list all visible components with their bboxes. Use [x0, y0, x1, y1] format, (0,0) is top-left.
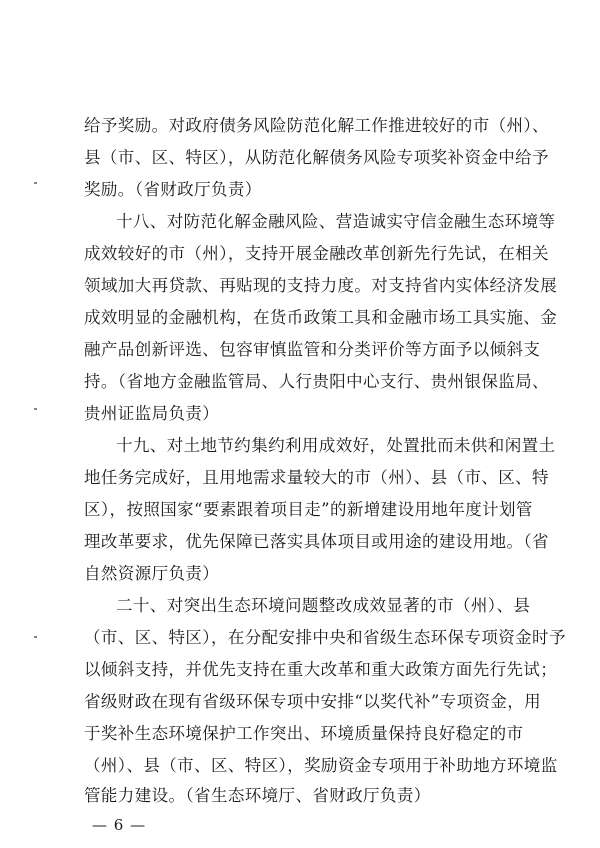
paragraph-line: 领域加大再贷款、再贴现的支持力度。对支持省内实体经济发展 [84, 276, 558, 295]
scan-mark [34, 182, 37, 184]
scan-mark [34, 636, 37, 638]
paragraph-line: 二十、对突出生态环境问题整改成效显著的市（州）、县 [116, 596, 531, 615]
page-number: — 6 — [92, 816, 147, 834]
paragraph-line: （州）、县（市、区、特区），奖励资金专项用于补助地方环境监 [84, 756, 558, 775]
paragraph-line: 地任务完成好，且用地需求量较大的市（州）、县（市、区、特 [84, 468, 549, 487]
paragraph-line: 省级财政在现有省级环保专项中安排“以奖代补”专项资金，用 [84, 692, 542, 711]
paragraph-line: 理改革要求，优先保障已落实具体项目或用途的建设用地。（省 [84, 532, 549, 551]
scan-mark [34, 408, 37, 410]
paragraph-line: 贵州证监局负责） [84, 404, 220, 423]
paragraph-line: 于奖补生态环境保护工作突出、环境质量保持良好稳定的市 [84, 724, 524, 743]
paragraph-line: 十九、对土地节约集约利用成效好，处置批而未供和闲置土 [116, 436, 556, 455]
paragraph-line: 融产品创新评选、包容审慎监管和分类评价等方面予以倾斜支 [84, 340, 541, 359]
paragraph-line: 管能力建设。（省生态环境厅、省财政厅负责） [84, 786, 431, 805]
paragraph-line: 给予奖励。对政府债务风险防范化解工作推进较好的市（州）、 [84, 116, 549, 135]
paragraph-line: 自然资源厅负责） [84, 564, 220, 583]
paragraph-line: 区），按照国家“要素跟着项目走”的新增建设用地年度计划管 [84, 500, 533, 519]
paragraph-line: 县（市、区、特区），从防范化解债务风险专项奖补资金中给予 [84, 148, 549, 167]
paragraph-line: 成效较好的市（州），支持开展金融改革创新先行先试，在相关 [84, 244, 549, 263]
paragraph-line: 十八、对防范化解金融风险、营造诚实守信金融生态环境等 [116, 212, 556, 231]
paragraph-line: 以倾斜支持，并优先支持在重大改革和重大政策方面先行先试； [84, 660, 558, 679]
paragraph-line: 持。（省地方金融监管局、人行贵阳中心支行、贵州银保监局、 [84, 372, 549, 391]
paragraph-line: （市、区、特区），在分配安排中央和省级生态环保专项资金时予 [84, 628, 566, 647]
paragraph-line: 成效明显的金融机构，在货币政策工具和金融市场工具实施、金 [84, 308, 558, 327]
paragraph-line: 奖励。（省财政厅负责） [84, 180, 262, 199]
